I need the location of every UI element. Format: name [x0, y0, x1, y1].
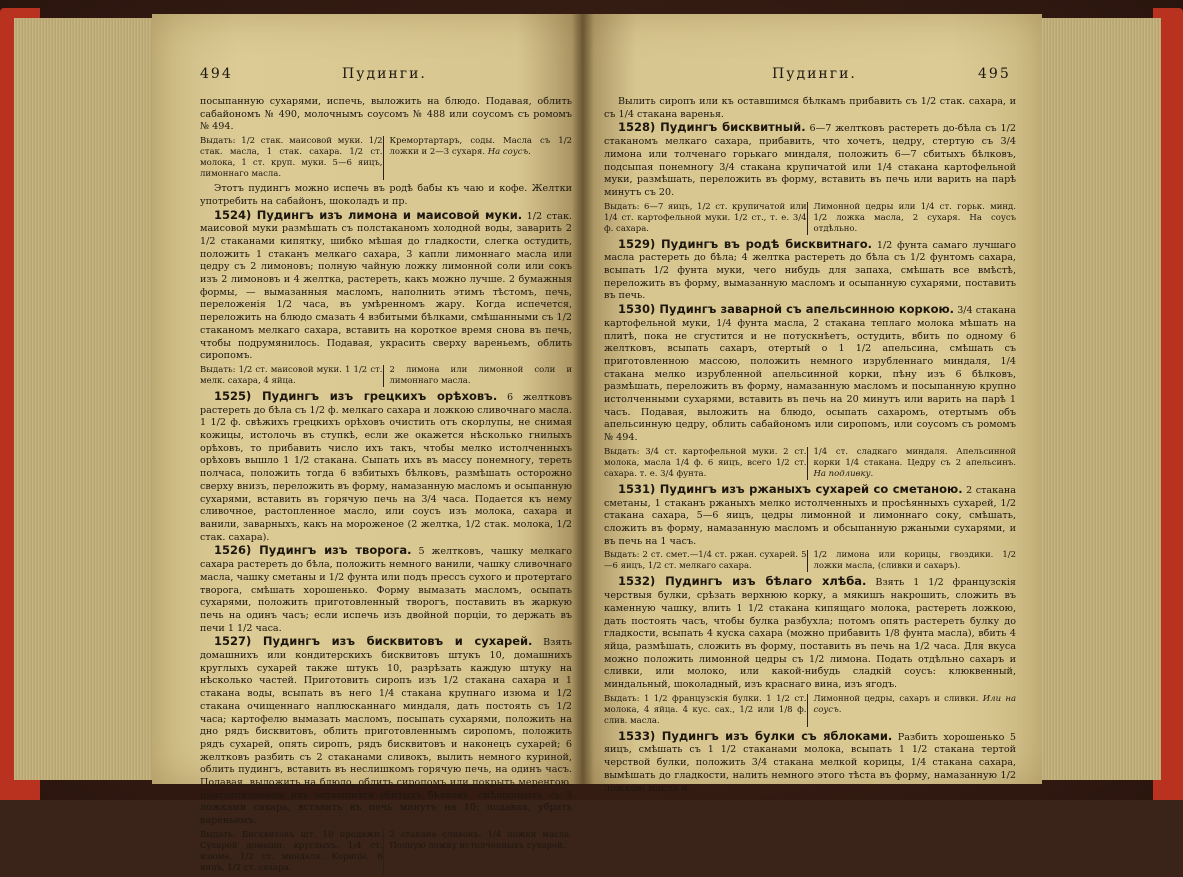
recipe-title: 1528) Пудингъ бисквитный.	[618, 120, 806, 135]
right-page-body	[604, 96, 1016, 795]
ingredients-block: Выдать: 6—7 яицъ, 1/2 ст. крупичатой или 1/4 ст. картофельной муки. 1/2 ст., т. е. 3/4 ф. сахара. Лимонной цедры или 1/4 ст. горьк. минд. 1/2 ложка масла, 2 сухаря. На соусъ отдѣльно.	[604, 201, 1016, 234]
ingredients-block: Выдать: 3/4 ст. картофельной муки. 2 ст. молока, масла 1/4 ф. 6 яицъ, всего 1/2 ст. сахара. т. е. 3/4 фунта. 1/4 ст. сладкаго миндаля. Апельсинной корки 1/4 стакана. Цедру съ 2 апельсинъ. На подливку.	[604, 446, 1016, 479]
ingredients-block: Выдать: 1/2 стак. маисовой муки. 1/2 стак. масла, 1 стак. сахара. 1/2 ст. молока, 1 ст. круп. муки. 5—6 яицъ, лимоннаго масла. Кремортартаръ, соды. Масла съ 1/2 ложки и 2—3 сухаря. На соусъ.	[200, 136, 572, 180]
recipe-title: 1527) Пудингъ изъ бисквитовъ и сухарей.	[214, 634, 533, 649]
running-head-left: Пудинги.	[342, 66, 427, 82]
paragraph: Вылить сиропъ или къ оставшимся бѣлкамъ прибавить съ 1/2 стак. сахара, и съ 1/4 стакана варенья.	[604, 96, 1016, 120]
recipe-1527: 1527) Пудингъ изъ бисквитовъ и сухарей. Взять домашнихъ или кондитерскихъ бисквитовъ штукъ 10, домашнихъ круглыхъ сухарей также штукъ 10, разрѣзать каждую штуку на нѣсколько частей. Приготовить сиропъ изъ 1/2 стакана сахара и 1 стакана воды, всыпать въ него 1/4 стакана крупнаго изюма и 1/2 стакана очищеннаго наплюсканнаго миндаля, дать постоять съ 1/2 часа; картофелю вымазать масломъ, посыпать сухарями, положить на дно рядъ бисквитовъ, облить приготовленнымъ сиропомъ, положить рядъ сухарей, опять сиропъ, рядъ бисквитовъ и наконецъ сухарей; 6 желтковъ разбить съ 2 стаканами сливокъ, вылить немного куриной, облить пудингъ, вставить въ неслишкомъ горячую печь, на одинъ часъ. Подавая, выложить на блюдо, облить сиропомъ или покрыть меренгою, приготовленною изъ оставшихся сбитыхъ бѣлковъ, смѣшанныхъ съ 3 ложками сахара, вставить въ печь минутъ на 10; подавая, убрать вареньемъ.	[200, 634, 572, 827]
recipe-title: 1531) Пудингъ изъ ржаныхъ сухарей со сметаною.	[618, 481, 963, 496]
recipe-title: 1533) Пудингъ изъ булки съ яблоками.	[618, 728, 893, 743]
recipe-title: 1526) Пудингъ изъ творога.	[214, 543, 412, 558]
recipe-1525: 1525) Пудингъ изъ грецкихъ орѣховъ. 6 желтковъ растереть до бѣла съ 1/2 ф. мелкаго сахара и ложкою сливочнаго масла. 1 1/2 ф. свѣжихъ грецкихъ орѣховъ очистить отъ скорлупы, не снимая кожицы, истолочь въ ступкѣ, если же окажется нѣсколько гнилыхъ орѣховъ, то прибавить число ихъ такъ, чтобы мелко истолченныхъ орѣховъ вышло 1 1/2 стакана. Сыпать ихъ въ массу понемногу, тереть полчаса, положить тогда 6 взбитыхъ бѣлковъ, размѣшать осторожно сверху внизъ, переложить въ форму, намазанную масломъ и осыпанную сухарями, вставить въ горячую печь на 3/4 часа. Подается къ нему сливочное, растопленное масло, или соусъ изъ молока, сахара и ванили, заварныхъ, какъ на мороженое (2 желтка, 1/2 стак. молока, 1/2 стак. сахара).	[200, 388, 572, 543]
recipe-1530: 1530) Пудингъ заварной съ апельсинною коркою. 3/4 стакана картофельной муки, 1/4 фунта масла, 2 стакана теплаго молока мѣшать на плитѣ, пока не сгустится и не потускнѣетъ, остудить, вбить по одному 6 желтковъ, всыпать сахаръ, отертый о 1 1/2 апельсина, смѣшать съ приготовленною массою, положить немного изрубленнаго миндаля, 1/4 стакана мелко изрубленной апельсинной корки, пѣну изъ 6 бѣлковъ, размѣшать, переложить въ форму, намазанную масломъ и посыпанную крупно истолченными сухарями, вставить въ печь на 20 минутъ или варить на парѣ 1 часъ. Подавая, выложить на блюдо, осыпать сахаромъ, отертымъ объ апельсинную цедру, облить сабайономъ или сиропомъ, или соусомъ съ ромомъ № 494.	[604, 302, 1016, 444]
recipe-1524: 1524) Пудингъ изъ лимона и маисовой муки. 1/2 стак. маисовой муки размѣшать съ полстаканомъ холодной воды, заварить 2 1/2 стаканами кипятку, шибко мѣшая до гладкости, слегка остудить, положить 1 стаканъ мелкаго сахара, 3 капли лимоннаго масла или цедру съ 2 лимоновъ; полную чайную ложку лимонной соли или сокъ изъ 2 лимоновъ и 4 желтка, растереть, какъ можно лучше. 2 бумажныя формы, — вымазанныя масломъ, наполнить этимъ тѣстомъ, печь, переложенія 1/2 часа, въ умѣренномъ жару. Когда испечется, переложить на блюдо смазать 4 взбитыми бѣлками, смѣшанными съ 1/2 стаканомъ мелкаго сахара, вставить на короткое время снова въ печь, чтобы подрумянилось. Подавая, украсить сверху вареньемъ, облить сиропомъ.	[200, 207, 572, 362]
book-gutter	[572, 14, 594, 784]
page-number-right: 495	[978, 66, 1011, 82]
running-head-right: Пудинги.	[772, 66, 857, 82]
recipe-1526: 1526) Пудингъ изъ творога. 5 желтковъ, чашку мелкаго сахара растереть до бѣла, положить немного ванили, чашку сливочнаго масла, чашку сметаны и 1/2 фунта или подъ прессъ сухого и протертаго творога, смѣшать хорошенько. Форму вымазать масломъ, осыпать сухарями, положить приготовленный творогъ, поставить въ жаркую печь на одинъ часъ; если испечь изъ двойной порціи, то держать въ печи 1 1/2 часа.	[200, 543, 572, 634]
recipe-title: 1529) Пудингъ въ родѣ бисквитнаго.	[618, 236, 872, 251]
recipe-1533: 1533) Пудингъ изъ булки съ яблоками. Разбить хорошенько 5 яицъ, смѣшать съ 1 1/2 стаканами молока, всыпать 1 1/2 стакана тертой черствой булки, положить 3/4 стакана мелкой корицы, 1/4 стакана сахара, вымѣшать до гладкости, налить немного этого тѣста въ форму, намазанную 1/2 ложкою масла и	[604, 728, 1017, 794]
page-edges-left	[14, 18, 154, 780]
ingredients-block: Выдать: 1/2 ст. маисовой муки. 1 1/2 ст. мелк. сахара, 4 яйца. 2 лимона или лимонной соли и лимоннаго масла.	[200, 364, 572, 386]
recipe-1529: 1529) Пудингъ въ родѣ бисквитнаго. 1/2 фунта самаго лучшаго масла растереть до бѣла; 4 желтка растереть до бѣла съ 1/2 фунтомъ сахара, всыпать 1/2 фунта муки, чего нибудь для запаха, смѣшать все вмѣстѣ, переложить въ форму, вымазанную масломъ и осыпанную сухарями, поставить въ печь.	[604, 236, 1016, 302]
left-page-body	[200, 96, 572, 877]
recipe-1528: 1528) Пудингъ бисквитный. 6—7 желтковъ растереть до-бѣла съ 1/2 стаканомъ мелкаго сахара, прибавить, что хочетъ, цедру, стертую съ 3/4 лимона или толченаго горькаго миндаля, положить 6—7 сбитыхъ бѣлковъ, подсыпая понемногу 3/4 стакана крупичатой или 1/4 стакана картофельной муки, размѣшать, переложить въ форму, вставить въ печь или варить на парѣ минутъ съ 20.	[604, 120, 1016, 198]
page-edges-right	[1021, 18, 1161, 780]
left-page	[152, 14, 582, 873]
page-number-left: 494	[200, 66, 233, 82]
ingredients-block: Выдать: 1 1/2 французскія булки. 1 1/2 ст. молока, 4 яйца. 4 кус. сах., 1/2 или 1/8 ф. слив. масла. Лимонной цедры, сахаръ и сливки. Или на соусъ.	[604, 693, 1017, 726]
paragraph: посыпанную сухарями, испечь, выложить на блюдо. Подавая, облить сабайономъ № 490, молочнымъ соусомъ № 488 или соусомъ съ ромомъ № 494.	[200, 96, 572, 133]
ingredients-block: Выдать: Бисквитовъ шт. 10 продажн. Сухарей домашн. круглыхъ. 1/4 ст. изюма, 1/2 ст. миндаля. Корицы, 6 яицъ, 1/2 ст. сахара. 2 стакана сливокъ. 1/4 ложки масла. Полную ложку истолченныхъ сухарей.	[200, 829, 572, 873]
ingredients-block: Выдать: 2 ст. смет.—1/4 ст. ржан. сухарей. 5—6 яицъ, 1/2 ст. мелкаго сахара. 1/2 лимона или корицы, гвоздики. 1/2 ложки масла, (сливки и сахаръ).	[604, 550, 1016, 572]
recipe-1532: 1532) Пудингъ изъ бѣлаго хлѣба. Взять 1 1/2 французскія черствыя булки, срѣзать верхнюю корку, а мякишъ накрошить, сложить въ каменную чашку, влить 1 1/2 стакана кипящаго молока, растереть ложкою, дать постоять часъ, чтобы булка разбухла; потомъ опять растереть булку до гладкости, всыпать 4 куска сахара (можно прибавить 1/8 фунта масла), вбить 4 яйца, размѣшать, сложить въ форму, поставить въ печь на 1/2 часа. Для вкуса можно положить лимонной цедры съ 1/2 лимона. Подать отдѣльно сахаръ и сливки, или молоко, или какой-нибудь сладкій соусъ: клюквенный, миндальный, шоколадный, изъ краснаго вина, изъ ягодъ.	[604, 574, 1016, 691]
recipe-title: 1532) Пудингъ изъ бѣлаго хлѣба.	[618, 574, 867, 589]
recipe-1531: 1531) Пудингъ изъ ржаныхъ сухарей со сметаною. 2 стакана сметаны, 1 стаканъ ржаныхъ мелко истолченныхъ и просѣянныхъ сухарей, 1/2 стакана сахара, 5—6 яицъ, цедры лимонной и лимоннаго соку, смѣшать, сложить въ форму, намазанную масломъ и обсыпанную ржаными сухарями, и въ печь на 1 часъ.	[604, 481, 1016, 547]
right-page	[582, 14, 1042, 794]
paragraph: Этотъ пудингъ можно испечь въ родѣ бабы къ чаю и кофе. Желтки употребить на сабайонъ, шоколадъ и пр.	[200, 183, 572, 207]
recipe-title: 1530) Пудингъ заварной съ апельсинною коркою.	[618, 302, 955, 317]
recipe-title: 1525) Пудингъ изъ грецкихъ орѣховъ.	[214, 388, 498, 403]
recipe-title: 1524) Пудингъ изъ лимона и маисовой муки.	[214, 207, 523, 222]
